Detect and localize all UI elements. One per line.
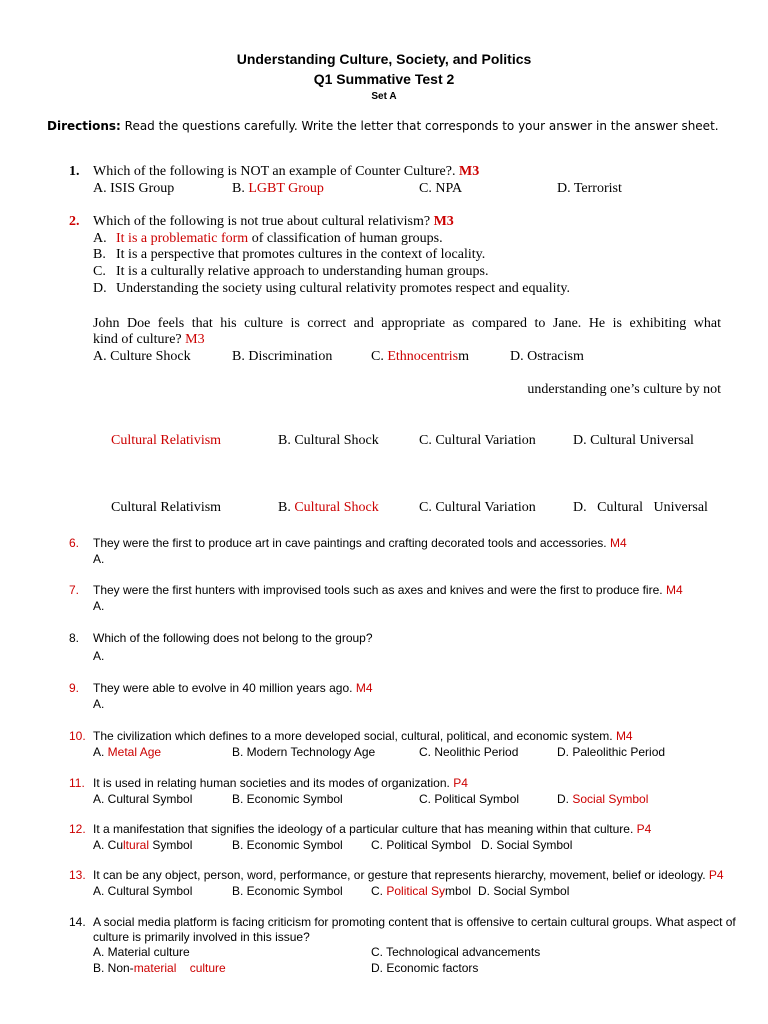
q12-option-a <box>93 838 192 852</box>
q14-option-b-red: material culture <box>133 961 226 975</box>
q3-option-c-rest: m <box>458 349 469 364</box>
q7-stem <box>93 583 683 597</box>
q11-stem-text: It is used in relating human societies and its modes of organization. <box>93 776 450 790</box>
q3-stem-line2 <box>93 332 205 348</box>
q3-option-c <box>371 349 469 365</box>
q3-option-b: B. Discrimination <box>232 349 333 364</box>
q7-tag: M4 <box>665 583 683 597</box>
q11-option-d-letter: D. <box>557 792 573 806</box>
q2-option-a <box>116 231 443 247</box>
q13-option-d: D. Social Symbol <box>478 884 570 898</box>
q7-stem-text: They were the first hunters with improvised tools such as axes and knives and were the first to produce fire. <box>93 583 663 597</box>
q10-option-d: D. Paleolithic Period <box>557 745 666 759</box>
q6-stem-text: They were the first to produce art in cave paintings and crafting decorated tools and accessories. <box>93 536 607 550</box>
q14-stem-line1: A social media platform is facing criticism for promoting content that is offensive to certain cultural groups. What aspect of <box>93 915 736 929</box>
q2-option-c: It is a culturally relative approach to understanding human groups. <box>116 264 489 279</box>
q10-option-a <box>93 745 161 759</box>
q2-option-a-letter: A. <box>93 231 107 246</box>
q8-option-a: A. <box>93 649 105 663</box>
q2-tag: M3 <box>433 214 454 229</box>
q13-number: 13. <box>69 868 86 882</box>
q13-option-c-letter: C. <box>371 884 387 898</box>
q6-number: 6. <box>69 536 80 550</box>
q9-number: 9. <box>69 681 80 695</box>
q11-tag: P4 <box>453 776 468 790</box>
q1-option-b <box>232 181 324 197</box>
q13-option-c <box>371 884 471 898</box>
q3-stem-line1: John Doe feels that his culture is correct and appropriate as compared to Jane. He is exhibiting what <box>93 316 721 331</box>
q1-option-b-text: LGBT Group <box>248 181 324 196</box>
q8-stem: Which of the following does not belong to the group? <box>93 631 373 645</box>
q14-option-b-pre: B. Non- <box>93 961 134 975</box>
q1-stem <box>93 164 479 180</box>
q8-number: 8. <box>69 631 80 645</box>
q6-stem <box>93 536 627 550</box>
q7-number: 7. <box>69 583 80 597</box>
q10-option-a-red: Metal Age <box>107 745 162 759</box>
q5-option-c: C. Cultural Variation <box>419 500 536 515</box>
q1-option-b-letter: B. <box>232 181 249 196</box>
q9-stem <box>93 681 373 695</box>
q2-stem <box>93 214 454 230</box>
q10-number: 10. <box>69 729 86 743</box>
q14-stem-line2: culture is primarily involved in this issue? <box>93 930 310 944</box>
q12-stem <box>93 822 651 836</box>
q12-stem-text: It a manifestation that signifies the ideology of a particular culture that has meaning within that culture. <box>93 822 634 836</box>
q3-tag: M3 <box>185 332 205 347</box>
q2-stem-text: Which of the following is not true about cultural relativism? <box>93 214 431 229</box>
q1-option-c: C. NPA <box>419 181 463 196</box>
q2-option-d-letter: D. <box>93 281 107 296</box>
q13-option-a: A. Cultural Symbol <box>93 884 193 898</box>
q13-stem <box>93 868 724 882</box>
q5-option-d: D. Cultural Universal <box>573 500 708 515</box>
q1-number: 1. <box>69 164 80 179</box>
q11-option-a: A. Cultural Symbol <box>93 792 193 806</box>
q10-option-c: C. Neolithic Period <box>419 745 519 759</box>
q14-option-d: D. Economic factors <box>371 961 479 975</box>
q3-option-a: A. Culture Shock <box>93 349 191 364</box>
q5-option-b <box>278 500 379 516</box>
q4-option-a: Cultural Relativism <box>111 433 222 448</box>
q2-option-d: Understanding the society using cultural relativity promotes respect and equality. <box>116 281 570 296</box>
q5-option-a: Cultural Relativism <box>111 500 222 515</box>
q13-option-c-rest: mbol <box>445 884 472 898</box>
q12-option-a-post: Symbol <box>149 838 193 852</box>
directions-text: Read the questions carefully. Write the letter that corresponds to your answer in the answer sheet. <box>120 119 719 133</box>
q10-stem-text: The civilization which defines to a more developed social, cultural, political, and economic system. <box>93 729 613 743</box>
q12-option-a-pre: A. Cu <box>93 838 124 852</box>
q11-option-d <box>557 792 648 806</box>
document-title: Understanding Culture, Society, and Politics <box>236 51 532 67</box>
q14-option-b <box>93 961 226 975</box>
q13-tag: P4 <box>708 868 724 882</box>
document-set: Set A <box>371 91 397 102</box>
q11-number: 11. <box>69 776 85 790</box>
q10-option-a-letter: A. <box>93 745 108 759</box>
q10-option-b: B. Modern Technology Age <box>232 745 376 759</box>
q12-option-cd: C. Political Symbol D. Social Symbol <box>371 838 573 852</box>
q9-tag: M4 <box>355 681 373 695</box>
q2-option-b: It is a perspective that promotes cultures in the context of locality. <box>116 247 486 262</box>
q6-option-a: A. <box>93 552 105 566</box>
q2-option-a-rest: of classification of human groups. <box>248 231 443 246</box>
q2-option-c-letter: C. <box>93 264 106 279</box>
q14-number: 14. <box>69 915 86 929</box>
q1-stem-text: Which of the following is NOT an example of Counter Culture?. <box>93 164 456 179</box>
q11-option-d-red: Social Symbol <box>572 792 649 806</box>
q11-option-c: C. Political Symbol <box>419 792 520 806</box>
q9-stem-text: They were able to evolve in 40 million years ago. <box>93 681 353 695</box>
q13-stem-text: It can be any object, person, word, performance, or gesture that represents hierarchy, movement, belief or ideology. <box>93 868 706 882</box>
q3-option-d: D. Ostracism <box>510 349 584 364</box>
q9-option-a: A. <box>93 697 105 711</box>
q12-number: 12. <box>69 822 86 836</box>
q2-option-b-letter: B. <box>93 247 106 262</box>
q3-stem-line2-text: kind of culture? <box>93 332 182 347</box>
q2-number: 2. <box>69 214 80 229</box>
q1-option-a: A. ISIS Group <box>93 181 175 196</box>
q6-tag: M4 <box>609 536 627 550</box>
q4-option-b: B. Cultural Shock <box>278 433 379 448</box>
q13-option-b: B. Economic Symbol <box>232 884 343 898</box>
directions <box>47 119 719 133</box>
q5-option-b-letter: B. <box>278 500 295 515</box>
q12-option-a-red: ltural <box>123 838 150 852</box>
q10-tag: M4 <box>615 729 633 743</box>
q4-option-c: C. Cultural Variation <box>419 433 536 448</box>
directions-label: Directions: <box>47 119 121 133</box>
document-subtitle: Q1 Summative Test 2 <box>313 71 455 87</box>
q2-option-a-red: It is a problematic form <box>116 231 249 246</box>
q3-option-c-letter: C. <box>371 349 388 364</box>
q1-tag: M3 <box>459 164 480 179</box>
q13-option-c-red: Political Sy <box>386 884 446 898</box>
q5-option-b-red: Cultural Shock <box>294 500 379 515</box>
q11-stem <box>93 776 468 790</box>
q11-option-b: B. Economic Symbol <box>232 792 343 806</box>
q14-option-c: C. Technological advancements <box>371 945 541 959</box>
q14-option-a: A. Material culture <box>93 945 190 959</box>
q1-option-d: D. Terrorist <box>557 181 622 196</box>
q12-tag: P4 <box>636 822 652 836</box>
q12-option-b: B. Economic Symbol <box>232 838 343 852</box>
q10-stem <box>93 729 633 743</box>
q4-option-d: D. Cultural Universal <box>573 433 694 448</box>
q3-option-c-red: Ethnocentris <box>387 349 459 364</box>
q7-option-a: A. <box>93 599 105 613</box>
q4-stem-fragment: understanding one’s culture by not <box>527 382 721 397</box>
